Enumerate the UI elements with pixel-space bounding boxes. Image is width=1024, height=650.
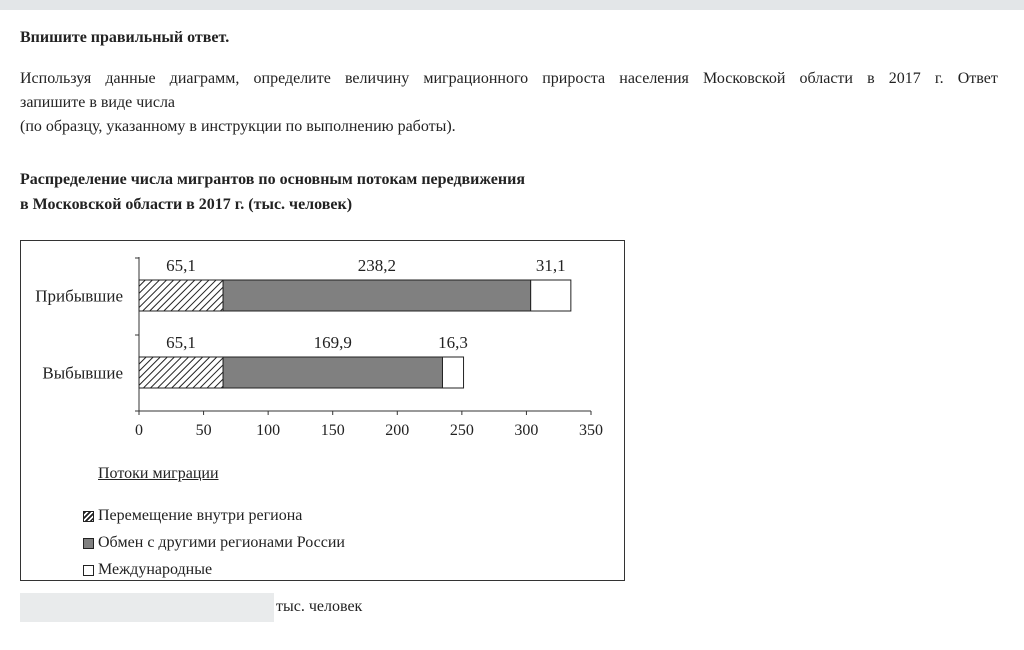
- question-line-3: (по образцу, указанному в инструкции по выполнению работы).: [20, 118, 456, 135]
- bar-segment: [139, 280, 223, 311]
- answer-input[interactable]: [20, 593, 274, 622]
- bar-segment: [139, 357, 223, 388]
- bar-chart: [21, 241, 626, 582]
- data-label: 169,9: [313, 333, 352, 352]
- bar-segment: [442, 357, 463, 388]
- data-label: 65,1: [166, 333, 196, 352]
- legend-swatch: [83, 538, 94, 549]
- x-tick-label: 0: [135, 422, 143, 439]
- question-word: области: [799, 70, 853, 87]
- chart-title-line-1: Распределение числа мигрантов по основным потокам передвижения: [20, 171, 525, 188]
- chart-title-line-2: в Московской области в 2017 г. (тыс. человек): [20, 196, 353, 213]
- question-word: Используя: [20, 70, 92, 87]
- legend-label: Международные: [98, 561, 213, 578]
- question-word: 2017: [888, 70, 921, 87]
- x-tick-label: 200: [385, 422, 410, 439]
- chart-container: [20, 240, 625, 581]
- question-word: в: [867, 70, 875, 87]
- question-word: населения: [619, 70, 689, 87]
- legend-item: [83, 561, 212, 579]
- x-tick-label: 150: [320, 422, 345, 439]
- data-label: 31,1: [535, 256, 566, 275]
- data-label: 16,3: [438, 333, 468, 352]
- answer-unit-label: тыс. человек: [276, 598, 363, 615]
- legend-item: [83, 534, 345, 552]
- data-label: 65,1: [166, 256, 196, 275]
- data-label: 238,2: [357, 256, 397, 275]
- question-word: данные: [105, 70, 156, 87]
- category-label: Прибывшие: [35, 286, 123, 306]
- question-word: прироста: [542, 70, 606, 87]
- question-word: определите: [253, 70, 331, 87]
- x-tick-label: 350: [579, 422, 603, 439]
- category-label: Выбывшие: [42, 363, 123, 383]
- legend-label: Перемещение внутри региона: [98, 507, 303, 524]
- legend-title: Потоки миграции: [98, 465, 219, 482]
- legend-swatch: [83, 511, 94, 522]
- x-tick-label: 50: [195, 422, 212, 439]
- legend-swatch: [83, 565, 94, 576]
- question-word: миграционного: [423, 70, 529, 87]
- question-line-2: запишите в виде числа: [20, 94, 176, 111]
- question-word: Московской: [703, 70, 786, 87]
- bar-segment: [223, 357, 442, 388]
- question-line-1: [20, 67, 998, 91]
- chart-title: [20, 167, 525, 217]
- bar-segment: [223, 280, 531, 311]
- legend-label: Обмен с другими регионами России: [98, 534, 345, 551]
- x-tick-label: 250: [449, 422, 474, 439]
- x-tick-label: 100: [256, 422, 281, 439]
- top-bar: [0, 0, 1024, 10]
- legend-item: [83, 507, 302, 525]
- question-word: величину: [344, 70, 410, 87]
- question-word: диаграмм,: [169, 70, 240, 87]
- question-word: г.: [934, 70, 944, 87]
- bar-segment: [531, 280, 571, 311]
- question-text: [20, 67, 998, 139]
- x-tick-label: 300: [514, 422, 539, 439]
- instruction-text: Впишите правильный ответ.: [20, 29, 230, 46]
- question-word: Ответ: [957, 70, 998, 87]
